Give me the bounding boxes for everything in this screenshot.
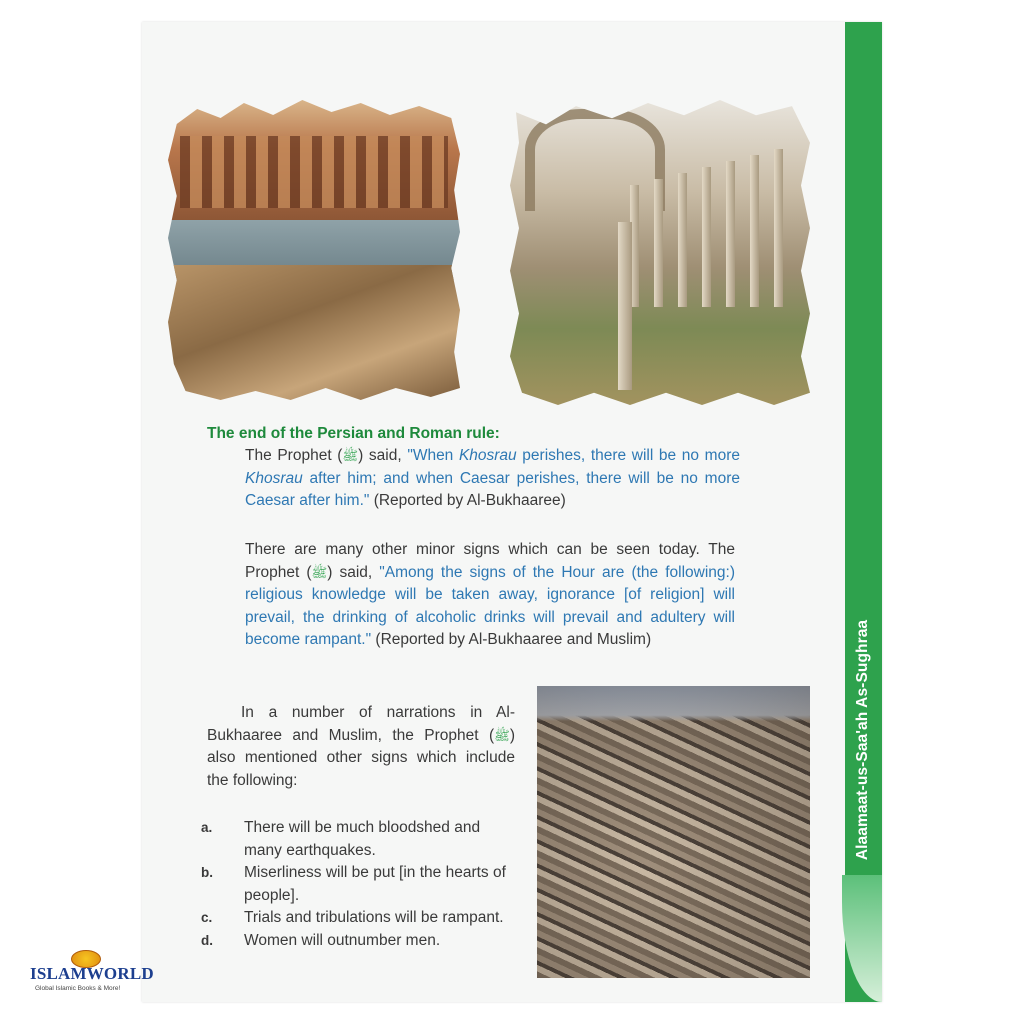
section-heading: The end of the Persian and Roman rule:	[207, 425, 500, 442]
paragraph-minor-signs: There are many other minor signs which can be seen today. The Prophet (ﷺ) said, "Among the signs of the Hour are (the following:) religious knowledge will be taken away, ignorance [of religion] will prevail, the drinking of alcoholic drinks will prevail and adultery will become rampant." (Reported by Al-Bukhaaree and Muslim)	[245, 541, 735, 648]
paragraph-other-signs: In a number of narrations in Al-Bukhaaree and Muslim, the Prophet (ﷺ) also mentioned other signs which include the following:	[207, 704, 515, 789]
logo-name: ISLAMWORLD	[30, 964, 154, 983]
chapter-side-label: Alaamaat-us-Saa'ah As-Sughraa	[854, 619, 871, 861]
pbuh-glyph: ﷺ	[342, 448, 359, 463]
paragraph-persian-roman: The Prophet (ﷺ) said, "When Khosrau perishes, there will be no more Khosrau after him; and when Caesar perishes, there will be no more Caesar after him." (Reported by Al-Bukhaaree)	[245, 447, 740, 509]
pbuh-glyph: ﷺ	[311, 564, 328, 580]
list-item: b. Miserliness will be put [in the hearts of people].	[201, 864, 506, 904]
list-item: d. Women will outnumber men.	[201, 931, 441, 949]
signs-list	[201, 817, 521, 952]
earthquake-damage-photo	[537, 686, 810, 978]
list-item: a. There will be much bloodshed and many earthquakes.	[201, 819, 481, 859]
persian-ruins-photo	[168, 100, 460, 400]
islamworld-logo	[30, 950, 154, 992]
logo-tagline: Global Islamic Books & More!	[35, 985, 121, 992]
list-item: c. Trials and tribulations will be rampant.	[201, 909, 504, 926]
roman-ruins-photo	[510, 100, 810, 405]
pbuh-glyph: ﷺ	[494, 727, 510, 743]
